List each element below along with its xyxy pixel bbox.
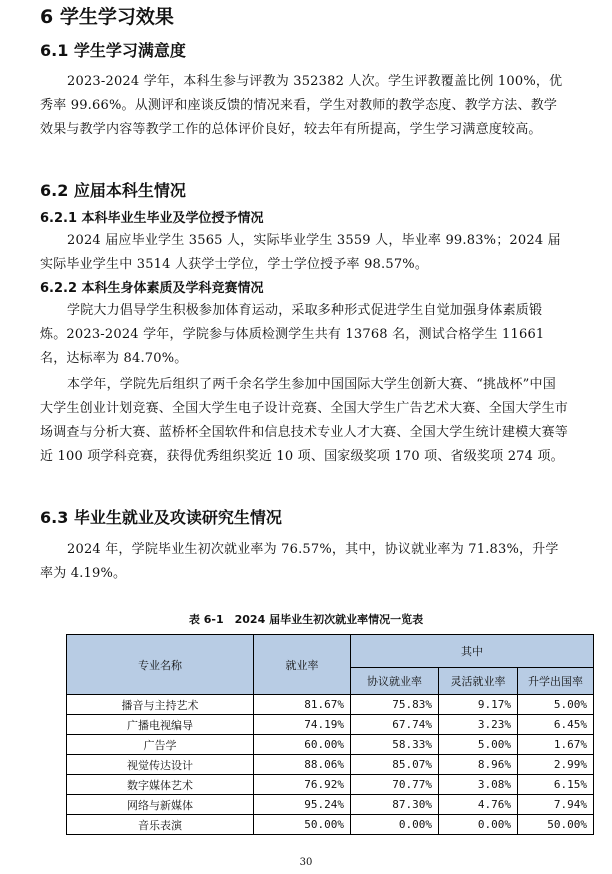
cell-major: 播音与主持艺术 [67,695,254,715]
cell-further-study-rate: 1.67% [518,735,594,755]
cell-flexible-rate: 4.76% [439,795,518,815]
cell-employment-rate: 50.00% [254,815,351,835]
cell-major: 音乐表演 [67,815,254,835]
cell-flexible-rate: 5.00% [439,735,518,755]
subsection-title-6-1: 6.1 学生学习满意度 [40,41,186,60]
header-major: 专业名称 [67,635,254,695]
cell-major: 视觉传达设计 [67,755,254,775]
table-row [67,795,594,815]
cell-agreement-rate: 58.33% [351,735,439,755]
cell-major: 数字媒体艺术 [67,775,254,795]
employment-rate-table [66,634,594,835]
cell-major: 广播电视编导 [67,715,254,735]
cell-further-study-rate: 6.15% [518,775,594,795]
paragraph-graduation: 2024 届应毕业学生 3565 人，实际毕业学生 3559 人，毕业率 99.83%；2024 届实际毕业学生中 3514 人获学士学位，学士学位授予率 98.57%。 [40,233,561,272]
subsection-title-6-2: 6.2 应届本科生情况 [40,181,186,200]
header-employment-rate: 就业率 [254,635,351,695]
section-title: 6 学生学习效果 [40,6,174,28]
cell-employment-rate: 95.24% [254,795,351,815]
cell-agreement-rate: 67.74% [351,715,439,735]
cell-further-study-rate: 5.00% [518,695,594,715]
table-row [67,815,594,835]
cell-agreement-rate: 0.00% [351,815,439,835]
header-agreement-rate: 协议就业率 [351,668,439,695]
table-row [67,755,594,775]
cell-employment-rate: 81.67% [254,695,351,715]
cell-employment-rate: 76.92% [254,775,351,795]
table-caption: 表 6-1 2024 届毕业生初次就业率情况一览表 [188,613,424,626]
table-row [67,715,594,735]
table-row [67,695,594,715]
subsection-title-6-2-2: 6.2.2 本科生身体素质及学科竞赛情况 [40,281,264,296]
subsection-title-6-2-1: 6.2.1 本科毕业生毕业及学位授予情况 [40,211,264,226]
cell-employment-rate: 88.06% [254,755,351,775]
header-further-study-rate: 升学出国率 [518,668,594,695]
subsection-title-6-3: 6.3 毕业生就业及攻读研究生情况 [40,508,282,527]
cell-agreement-rate: 70.77% [351,775,439,795]
paragraph-employment: 2024 年，学院毕业生初次就业率为 76.57%，其中，协议就业率为 71.83%，升学率为 4.19%。 [40,542,559,581]
table-row [67,735,594,755]
cell-major: 广告学 [67,735,254,755]
cell-further-study-rate: 6.45% [518,715,594,735]
cell-employment-rate: 74.19% [254,715,351,735]
paragraph-satisfaction: 2023-2024 学年，本科生参与评教为 352382 人次。学生评教覆盖比例 100%，优秀率 99.66%。从测评和座谈反馈的情况来看，学生对教师的教学态度、教学方法、教学效果与教学内容等教学工作的总体评价良好，较去年有所提高，学生学习满意度较高。 [40,74,563,137]
cell-major: 网络与新媒体 [67,795,254,815]
header-flexible-rate: 灵活就业率 [439,668,518,695]
paragraph-competitions: 本学年，学院先后组织了两千余名学生参加中国国际大学生创新大赛、“挑战杯”中国大学生创业计划竞赛、全国大学生电子设计竞赛、全国大学生广告艺术大赛、全国大学生市场调查与分析大赛、蓝桥杯全国软件和信息技术专业人才大赛、全国大学生统计建模大赛等近 100 项学科竞赛，获得优秀组织奖近 10 项、国家级奖项 170 项、省级奖项 274 项。 [40,377,569,464]
paragraph-physical-fitness: 学院大力倡导学生积极参加体育运动，采取多种形式促进学生自觉加强身体素质锻炼。2023-2024 学年，学院参与体质检测学生共有 13768 名，测试合格学生 11661 名，达标率为 84.70%。 [40,303,545,366]
cell-agreement-rate: 75.83% [351,695,439,715]
cell-further-study-rate: 7.94% [518,795,594,815]
cell-flexible-rate: 8.96% [439,755,518,775]
cell-flexible-rate: 9.17% [439,695,518,715]
cell-flexible-rate: 3.08% [439,775,518,795]
table-row [67,775,594,795]
cell-agreement-rate: 87.30% [351,795,439,815]
header-group-among: 其中 [351,635,594,668]
cell-flexible-rate: 3.23% [439,715,518,735]
cell-flexible-rate: 0.00% [439,815,518,835]
page-number: 30 [299,857,313,868]
cell-further-study-rate: 2.99% [518,755,594,775]
cell-employment-rate: 60.00% [254,735,351,755]
cell-further-study-rate: 50.00% [518,815,594,835]
cell-agreement-rate: 85.07% [351,755,439,775]
